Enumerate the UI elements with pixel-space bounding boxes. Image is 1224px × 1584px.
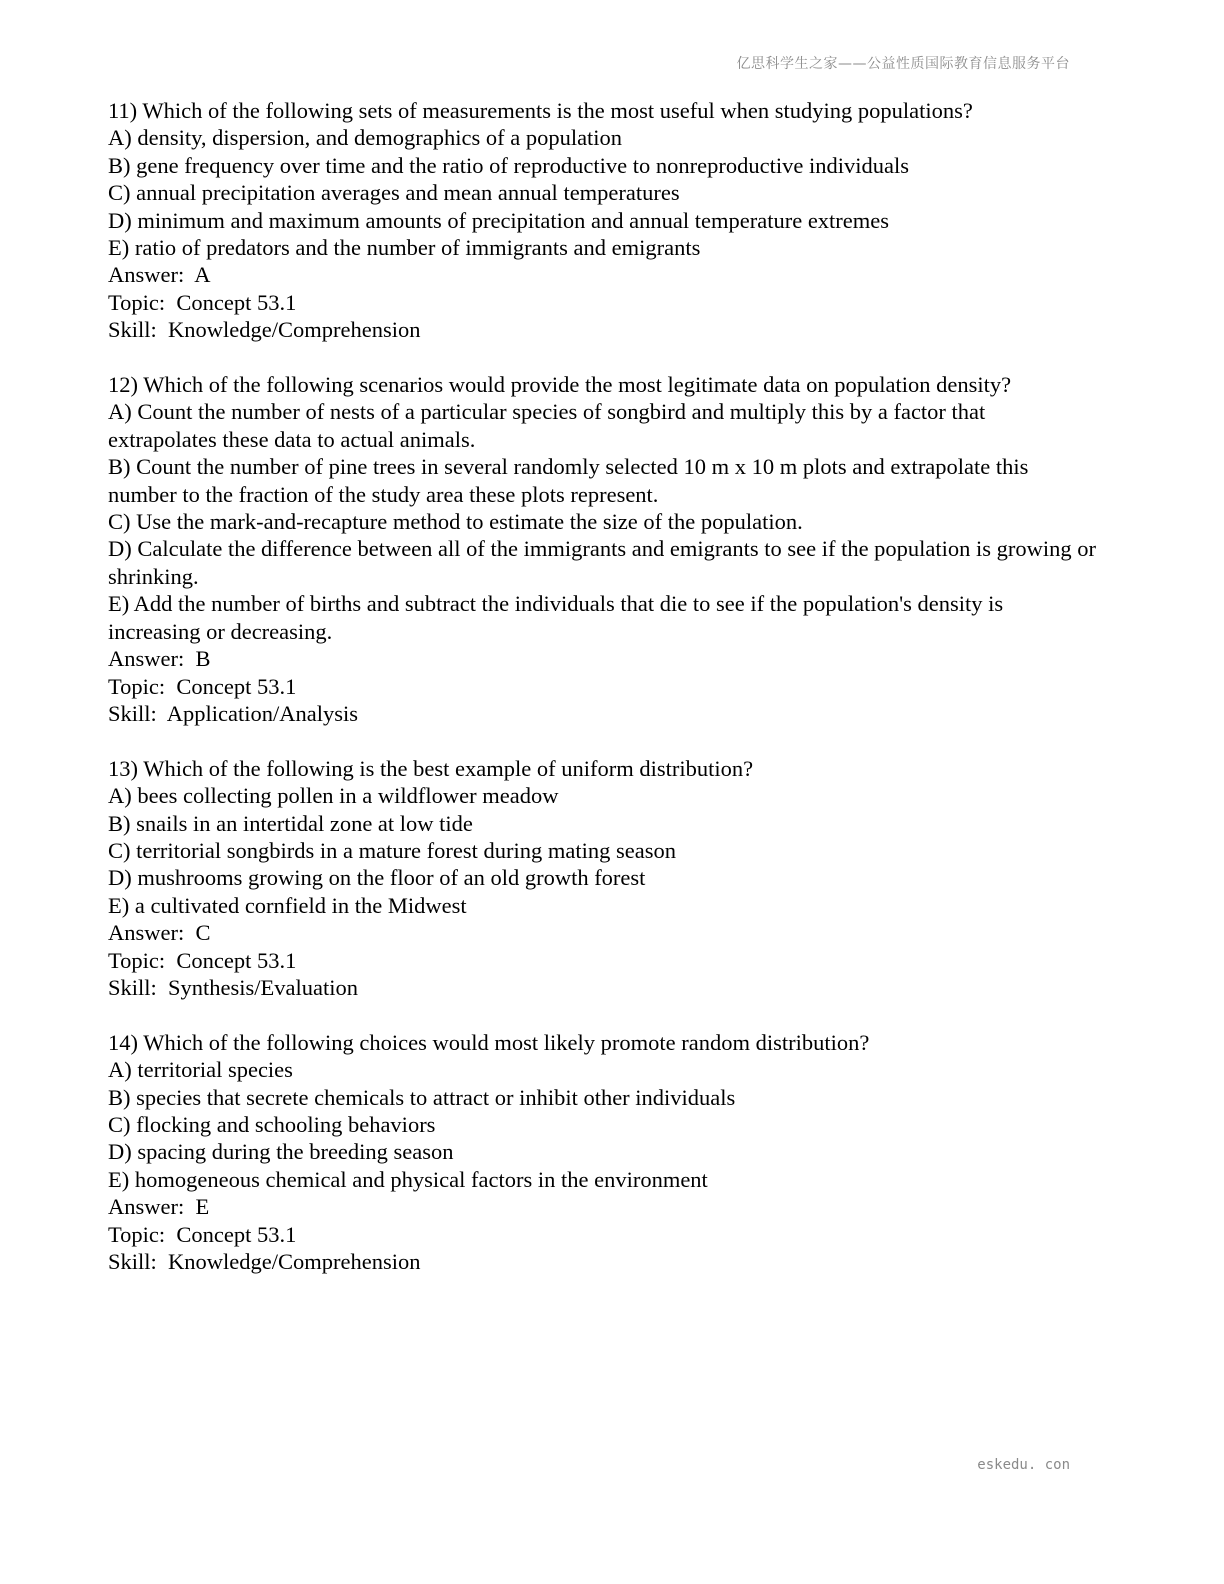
question-stem: 13) Which of the following is the best example of uniform distribution? [108,755,754,781]
page-footer: eskedu. con [977,1457,1070,1473]
option-c: C) flocking and schooling behaviors [108,1111,436,1137]
option-b: B) species that secrete chemicals to attract or inhibit other individuals [108,1084,736,1110]
answer-line: Answer: C [108,920,211,946]
option-d: D) mushrooms growing on the floor of an old growth forest [108,865,646,891]
topic-line: Topic: Concept 53.1 [108,947,297,973]
answer-line: Answer: B [108,646,211,672]
question-13 [108,755,1098,1002]
question-11 [108,97,1098,344]
question-stem: 12) Which of the following scenarios would provide the most legitimate data on population density? [108,372,1012,398]
option-c: C) territorial songbirds in a mature forest during mating season [108,837,676,863]
option-d: D) minimum and maximum amounts of precipitation and annual temperature extremes [108,207,890,233]
skill-line: Skill: Knowledge/Comprehension [108,317,421,343]
question-stem: 14) Which of the following choices would most likely promote random distribution? [108,1029,870,1055]
skill-line: Skill: Application/Analysis [108,700,359,726]
option-b: B) snails in an intertidal zone at low tide [108,810,473,836]
skill-line: Skill: Knowledge/Comprehension [108,1249,421,1275]
topic-line: Topic: Concept 53.1 [108,1221,297,1247]
skill-line: Skill: Synthesis/Evaluation [108,974,359,1000]
option-a: A) bees collecting pollen in a wildflower meadow [108,783,559,809]
option-a: A) Count the number of nests of a particular species of songbird and multiply this by a factor that extrapolates these data to actual animals. [108,399,991,452]
option-d: D) spacing during the breeding season [108,1139,454,1165]
option-d: D) Calculate the difference between all of the immigrants and emigrants to see if the population is growing or shrinking. [108,536,1102,589]
question-stem: 11) Which of the following sets of measurements is the most useful when studying populations? [108,98,973,123]
option-c: C) Use the mark-and-recapture method to estimate the size of the population. [108,509,803,535]
option-e: E) Add the number of births and subtract the individuals that die to see if the population's density is increasing or decreasing. [108,591,1009,644]
option-a: A) territorial species [108,1057,293,1083]
topic-line: Topic: Concept 53.1 [108,673,297,699]
option-e: E) ratio of predators and the number of immigrants and emigrants [108,235,701,261]
question-14 [108,1029,1098,1276]
question-list [108,97,1102,1303]
answer-line: Answer: A [108,262,211,288]
page-header: 亿思科学生之家——公益性质国际教育信息服务平台 [736,56,1070,72]
topic-line: Topic: Concept 53.1 [108,289,297,315]
question-12 [108,371,1102,727]
answer-line: Answer: E [108,1194,210,1220]
option-b: B) gene frequency over time and the ratio of reproductive to nonreproductive individuals [108,152,909,178]
option-b: B) Count the number of pine trees in several randomly selected 10 m x 10 m plots and extrapolate this number to the fraction of the study area these plots represent. [108,454,1035,507]
option-e: E) a cultivated cornfield in the Midwest [108,892,467,918]
option-c: C) annual precipitation averages and mean annual temperatures [108,180,680,206]
option-e: E) homogeneous chemical and physical factors in the environment [108,1166,708,1192]
option-a: A) density, dispersion, and demographics of a population [108,125,623,151]
